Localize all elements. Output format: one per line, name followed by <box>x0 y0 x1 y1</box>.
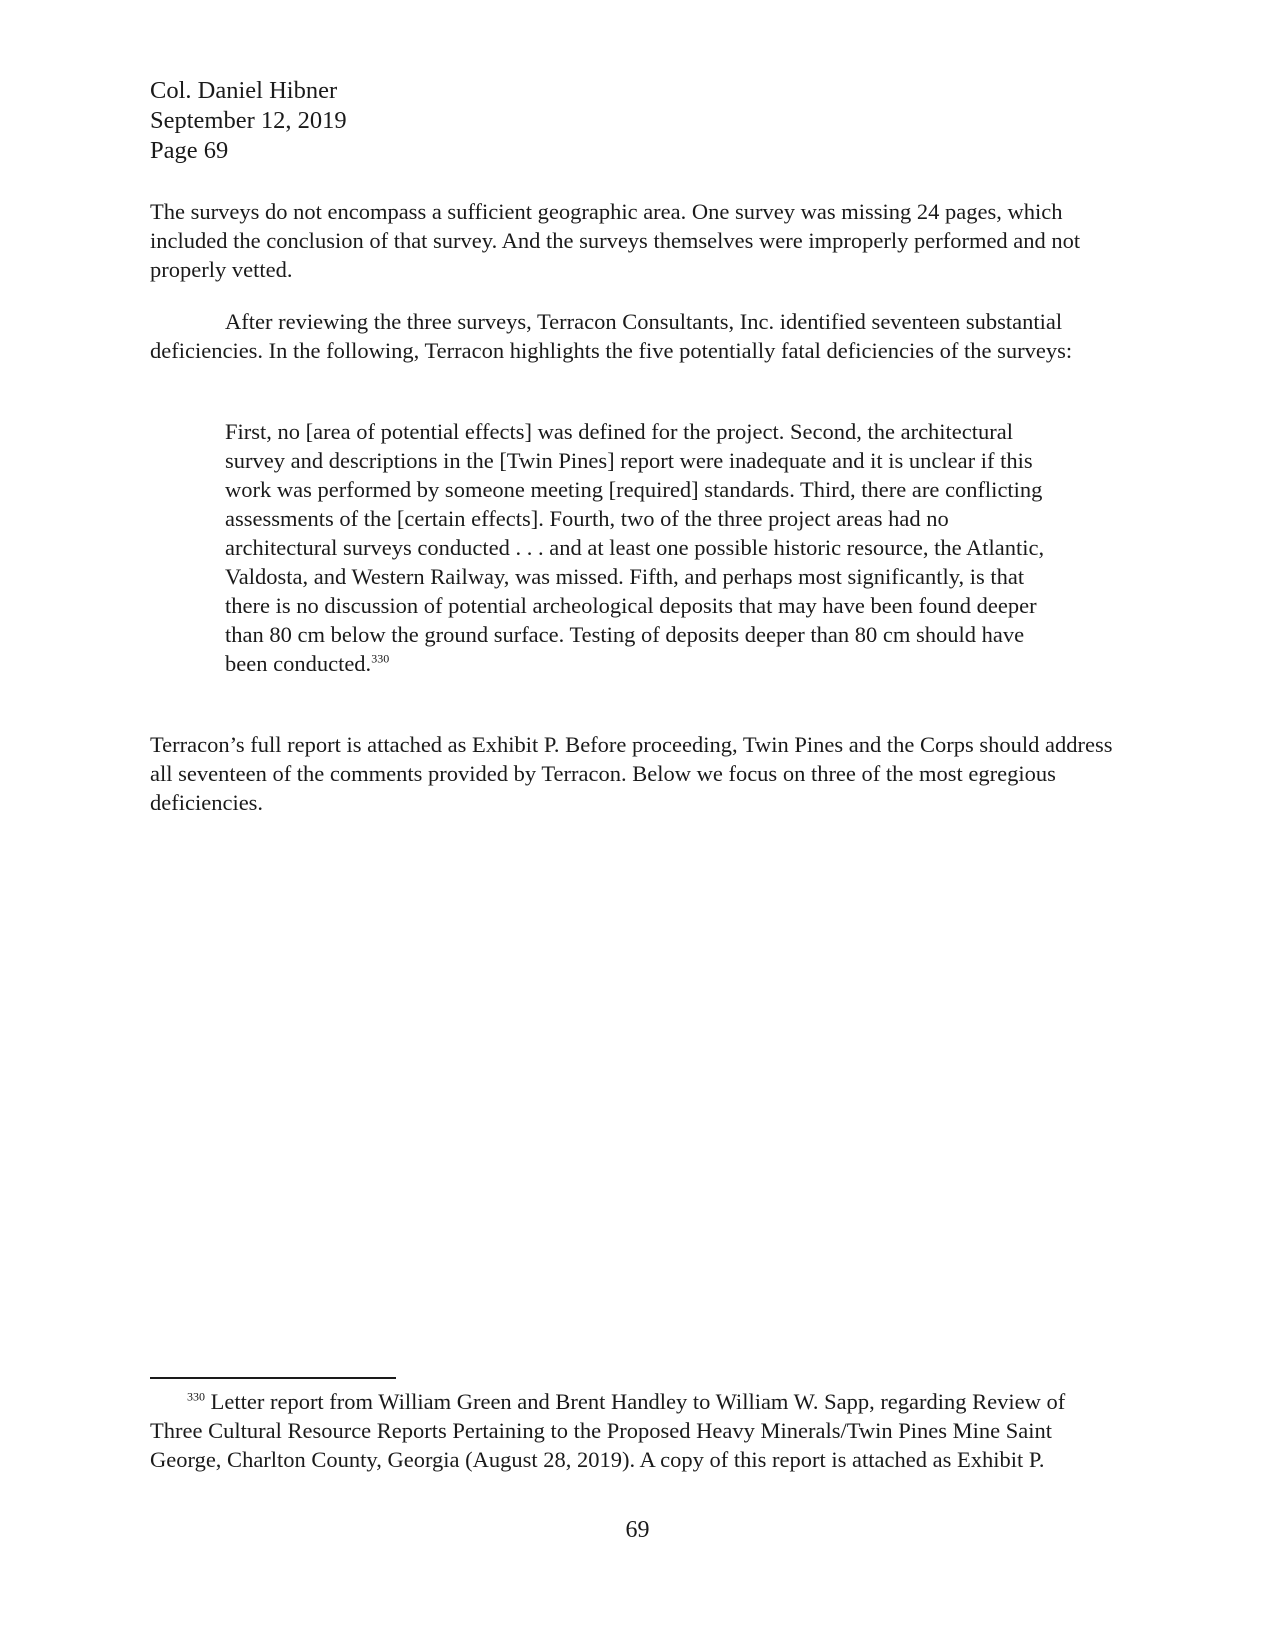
letter-header <box>150 76 347 166</box>
footnote-reference: 330 <box>371 651 390 666</box>
body-paragraph-1: The surveys do not encompass a sufficient geographic area. One survey was missing 24 pages, which included the conclusion of that survey. And the surveys themselves were improperly performed and not properly vetted. <box>150 199 1081 282</box>
block-quote-text: First, no [area of potential effects] was defined for the project. Second, the architectural survey and descriptions in the [Twin Pines] report were inadequate and it is unclear if this work was performed by someone meeting [required] standards. Third, there are conflicting assessments of the [certain effects]. Fourth, two of the three project areas had no architectural surveys conducted . . . and at least one possible historic resource, the Atlantic, Valdosta, and Western Railway, was missed. Fifth, and perhaps most significantly, is that there is no discussion of potential archeological deposits that may have been found deeper than 80 cm below the ground surface. Testing of deposits deeper than 80 cm should have been conducted. <box>225 419 1045 676</box>
footnote <box>150 1387 1120 1474</box>
footnote-text: Letter report from William Green and Brent Handley to William W. Sapp, regarding Review of Three Cultural Resource Reports Pertaining to the Proposed Heavy Minerals/Twin Pines Mine Saint George, Charlton County, Georgia (August 28, 2019). A copy of this report is attached as Exhibit P. <box>150 1389 1066 1472</box>
page-number: 69 <box>625 1517 650 1543</box>
block-quote <box>225 417 1055 678</box>
body-paragraph-2: After reviewing the three surveys, Terracon Consultants, Inc. identified seventeen substantial deficiencies. In the following, Terracon highlights the five potentially fatal deficiencies of the surveys: <box>150 309 1073 363</box>
header-recipient: Col. Daniel Hibner <box>150 77 338 104</box>
body-paragraph-3: Terracon’s full report is attached as Exhibit P. Before proceeding, Twin Pines and the Corps should address all seventeen of the comments provided by Terracon. Below we focus on three of the most egregious deficiencies. <box>150 732 1113 815</box>
footnote-separator <box>150 1377 396 1379</box>
header-date: September 12, 2019 <box>150 107 347 134</box>
footnote-marker: 330 <box>187 1389 205 1404</box>
header-page-label: Page 69 <box>150 137 229 164</box>
